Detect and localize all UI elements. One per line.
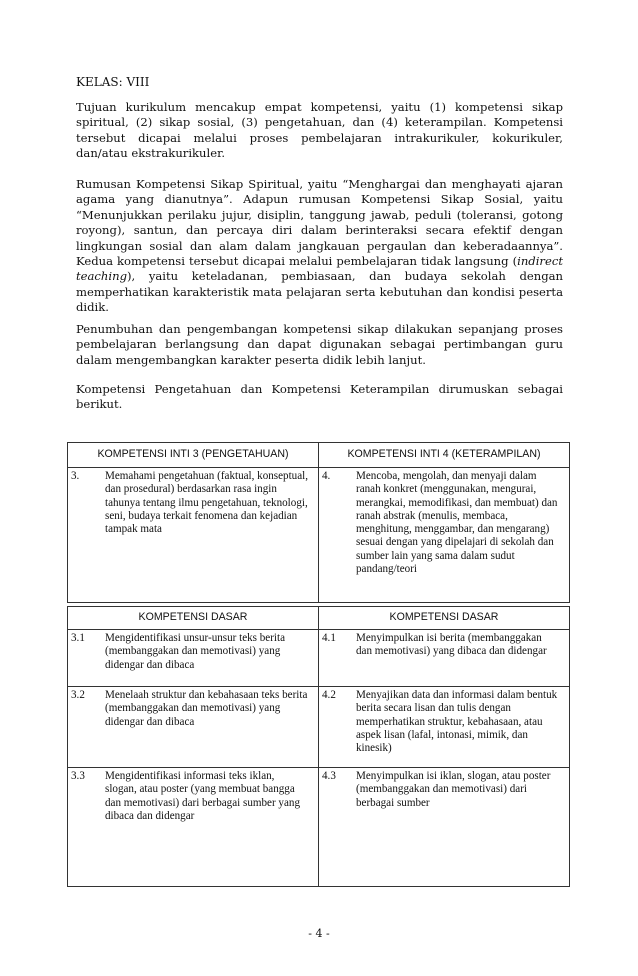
competence-number: 3.3 — [71, 770, 85, 782]
paragraph-attitude-development: Penumbuhan dan pengembangan kompetensi sikap dilakukan sepanjang proses pembelajaran berlangsung dan dapat digunakan sebagai pertimbangan guru dalam mengembangkan karakter peserta didik lebih lanjut. — [76, 322, 563, 367]
competence-number: 4.3 — [322, 770, 336, 782]
competence-text: Menyimpulkan isi iklan, slogan, atau poster (membanggakan dan memotivasi) dari berbagai sumber — [356, 770, 551, 809]
competence-number: 3. — [71, 470, 80, 482]
paragraph-text: Rumusan Kompetensi Sikap Spiritual, yaitu “Menghargai dan menghayati ajaran agama yang dianutnya”. Adapun rumusan Kompetensi Sikap Sosial, yaitu “Menunjukkan perilaku jujur, disiplin, tanggung jawab, peduli (toleransi, gotong royong), santun, dan percaya diri dalam berinteraksi secara efektif dengan lingkungan sosial dan alam dalam jangkauan pergaulan dan keberadaannya”. Kedua kompetensi tersebut dicapai melalui pembelajaran tidak langsung ( — [76, 177, 563, 269]
table-cell — [68, 468, 319, 603]
header-kd-left: KOMPETENSI DASAR — [68, 607, 319, 630]
paragraph-competence-intro: Kompetensi Pengetahuan dan Kompetensi Keterampilan dirumuskan sebagai berikut. — [76, 382, 563, 412]
competence-number: 3.2 — [71, 689, 85, 701]
table-header-row — [68, 443, 570, 468]
competence-text: Mengidentifikasi unsur-unsur teks berita (membanggakan dan memotivasi) yang didengar dan dibaca — [105, 632, 286, 671]
table-row — [68, 687, 570, 768]
table-row — [68, 768, 570, 887]
paragraph-attitude-competence — [76, 177, 563, 316]
competence-text: Mengidentifikasi informasi teks iklan, slogan, atau poster (yang membuat bangga dan memotivasi) dari berbagai sumber yang dibaca dan didengar — [105, 770, 301, 822]
competence-text: Menyajikan data dan informasi dalam bentuk berita secara lisan dan tulis dengan memperhatikan struktur, kebahasaan, atau aspek lisan (lafal, intonasi, mimik, dan kinesik) — [356, 689, 558, 755]
table-cell — [319, 768, 570, 887]
competence-number: 4.2 — [322, 689, 336, 701]
table-row — [68, 468, 570, 603]
basic-competence-table — [67, 606, 570, 887]
header-ki4: KOMPETENSI INTI 4 (KETERAMPILAN) — [319, 443, 570, 468]
class-level-heading: KELAS: VIII — [76, 75, 150, 89]
paragraph-curriculum-goals: Tujuan kurikulum mencakup empat kompetensi, yaitu (1) kompetensi sikap spiritual, (2) sikap sosial, (3) pengetahuan, dan (4) keterampilan. Kompetensi tersebut dicapai melalui proses pembelajaran intrakurikuler, kokurikuler, dan/atau ekstrakurikuler. — [76, 100, 563, 161]
table-header-row — [68, 607, 570, 630]
core-competence-table — [67, 442, 570, 603]
competence-number: 3.1 — [71, 632, 85, 644]
table-row — [68, 630, 570, 687]
competence-number: 4. — [322, 470, 331, 482]
table-cell — [319, 468, 570, 603]
table-cell — [68, 630, 319, 687]
page-number: - 4 - — [308, 927, 330, 940]
header-kd-right: KOMPETENSI DASAR — [319, 607, 570, 630]
paragraph-italic-term: indirect teaching — [76, 254, 563, 284]
competence-number: 4.1 — [322, 632, 336, 644]
table-cell — [319, 630, 570, 687]
competence-text: Memahami pengetahuan (faktual, konseptual, dan prosedural) berdasarkan rasa ingin tahunya tentang ilmu pengetahuan, teknologi, seni, budaya terkait fenomena dan kejadian tampak mata — [105, 470, 309, 536]
table-cell — [68, 768, 319, 887]
paragraph-text: ), yaitu keteladanan, pembiasaan, dan budaya sekolah dengan memperhatikan karakteristik mata pelajaran serta kebutuhan dan kondisi peserta didik. — [76, 269, 563, 315]
header-ki3: KOMPETENSI INTI 3 (PENGETAHUAN) — [68, 443, 319, 468]
competence-text: Menyimpulkan isi berita (membanggakan dan memotivasi) yang dibaca dan didengar — [356, 632, 547, 658]
competence-text: Mencoba, mengolah, dan menyaji dalam ranah konkret (menggunakan, mengurai, merangkai, memodifikasi, dan membuat) dan ranah abstrak (menulis, membaca, menghitung, menggambar, dan mengarang) sesuai dengan yang dipelajari di sekolah dan sumber lain yang sama dalam sudut pandang/teori — [356, 470, 558, 576]
competence-text: Menelaah struktur dan kebahasaan teks berita (membanggakan dan memotivasi) yang didengar dan dibaca — [105, 689, 308, 728]
table-cell — [319, 687, 570, 768]
table-cell — [68, 687, 319, 768]
